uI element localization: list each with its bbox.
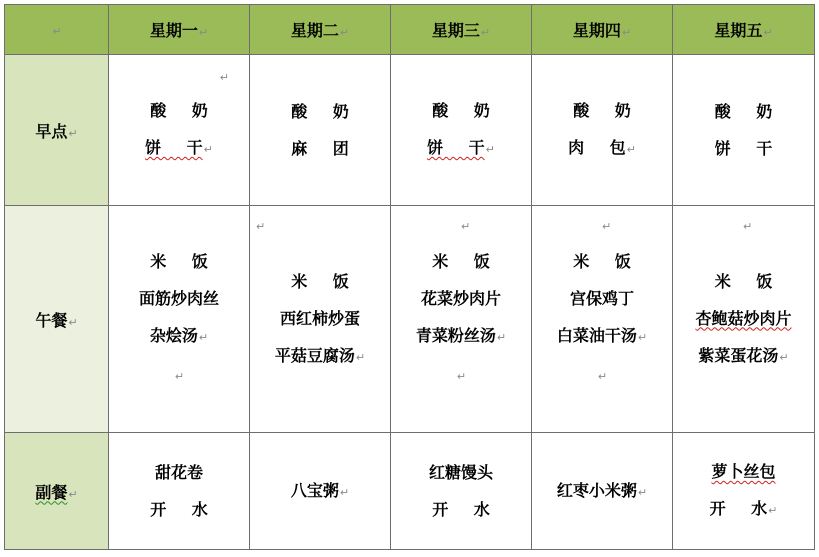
day-header-friday: 星期五↵ <box>673 5 815 55</box>
paragraph-mark-icon: ↵ <box>461 220 471 233</box>
paragraph-mark-icon: ↵ <box>68 487 78 501</box>
paragraph-mark-icon: ↵ <box>203 143 213 156</box>
menu-item: 米 饭 <box>432 252 490 271</box>
paragraph-mark-icon: ↵ <box>637 485 648 499</box>
menu-cell <box>250 206 391 433</box>
row-label-lunch: 午餐↵ <box>5 206 109 433</box>
paragraph-mark-icon: ↵ <box>597 370 608 383</box>
paragraph-mark-icon: ↵ <box>198 331 209 344</box>
paragraph-mark-icon: ↵ <box>485 143 495 156</box>
menu-item: 麻 团 <box>291 139 349 158</box>
menu-item: 肉 包 <box>568 138 626 157</box>
menu-cell <box>109 55 250 206</box>
paragraph-mark-icon: ↵ <box>637 331 648 344</box>
menu-item: 杂烩汤 <box>149 326 198 345</box>
paragraph-mark-icon: ↵ <box>339 485 350 499</box>
menu-item: 酸 奶 <box>573 101 631 120</box>
menu-item: 米 饭 <box>150 252 208 271</box>
menu-cell <box>532 206 673 433</box>
corner-cell <box>5 5 109 55</box>
day-header-tuesday: 星期二↵ <box>250 5 391 55</box>
paragraph-mark-icon: ↵ <box>768 504 778 517</box>
menu-cell <box>532 433 673 550</box>
paragraph-mark-icon: ↵ <box>198 26 209 39</box>
menu-item: 米 饭 <box>291 271 349 291</box>
weekly-menu-table <box>4 4 815 550</box>
row-label-breakfast: 早点↵ <box>5 55 109 206</box>
paragraph-mark-icon: ↵ <box>256 220 266 233</box>
menu-cell <box>109 433 250 550</box>
menu-item: 宫保鸡丁 <box>569 289 634 308</box>
menu-item: 饼 干 <box>145 138 203 157</box>
paragraph-mark-icon: ↵ <box>779 350 789 364</box>
day-header-thursday: 星期四↵ <box>532 5 673 55</box>
paragraph-mark-icon: ↵ <box>602 220 612 233</box>
menu-item: 米 饭 <box>714 271 773 291</box>
menu-cell <box>391 55 532 206</box>
menu-item: 酸 奶 <box>150 101 208 120</box>
paragraph-mark-icon: ↵ <box>480 26 491 39</box>
menu-item: 酸 奶 <box>291 102 349 121</box>
day-header-wednesday: 星期三↵ <box>391 5 532 55</box>
menu-item: 面筋炒肉丝 <box>138 289 219 308</box>
menu-item: 饼 干 <box>427 138 485 157</box>
side-meal-row <box>5 433 815 550</box>
paragraph-mark-icon: ↵ <box>68 126 78 140</box>
menu-item: 八宝粥 <box>290 480 339 500</box>
menu-item: 开 水 <box>709 499 768 518</box>
paragraph-mark-icon: ↵ <box>621 26 632 39</box>
menu-cell <box>250 433 391 550</box>
menu-item: 紫菜蛋花汤 <box>698 345 779 365</box>
menu-item: 甜花卷 <box>154 463 203 482</box>
menu-item: 青菜粉丝汤 <box>415 326 496 345</box>
paragraph-mark-icon: ↵ <box>743 220 753 233</box>
paragraph-mark-icon: ↵ <box>52 25 62 38</box>
paragraph-mark-icon: ↵ <box>626 143 636 156</box>
paragraph-mark-icon: ↵ <box>456 370 467 383</box>
paragraph-mark-icon: ↵ <box>68 315 78 329</box>
menu-item: 米 饭 <box>573 252 631 271</box>
row-label-side-meal: 副餐↵ <box>5 433 109 550</box>
menu-cell <box>673 433 815 550</box>
paragraph-mark-icon: ↵ <box>219 71 229 84</box>
menu-item: 酸 奶 <box>432 101 490 120</box>
menu-item: 花菜炒肉片 <box>420 289 501 308</box>
paragraph-mark-icon: ↵ <box>496 331 507 344</box>
lunch-row <box>5 206 815 433</box>
menu-item: 平菇豆腐汤 <box>274 345 355 365</box>
paragraph-mark-icon: ↵ <box>355 350 366 364</box>
paragraph-mark-icon: ↵ <box>763 26 773 39</box>
menu-cell <box>391 433 532 550</box>
menu-cell <box>391 206 532 433</box>
paragraph-mark-icon: ↵ <box>174 370 185 383</box>
menu-cell <box>673 206 815 433</box>
menu-cell <box>250 55 391 206</box>
menu-cell <box>673 55 815 206</box>
day-header-monday: 星期一↵ <box>109 5 250 55</box>
menu-item: 红枣小米粥 <box>556 480 637 500</box>
paragraph-mark-icon: ↵ <box>339 26 350 39</box>
menu-item: 酸 奶 <box>714 102 773 121</box>
menu-item: 萝卜丝包 <box>711 462 776 481</box>
header-row <box>5 5 815 55</box>
breakfast-row <box>5 55 815 206</box>
menu-item: 西红柿炒蛋 <box>279 308 360 328</box>
menu-item: 杏鲍菇炒肉片 <box>695 308 792 328</box>
menu-cell <box>532 55 673 206</box>
menu-item: 红糖馒头 <box>428 463 493 482</box>
menu-cell <box>109 206 250 433</box>
menu-item: 开 水 <box>150 500 208 519</box>
menu-item: 饼 干 <box>714 139 773 158</box>
menu-item: 开 水 <box>432 500 490 519</box>
menu-item: 白菜油干汤 <box>556 326 637 345</box>
